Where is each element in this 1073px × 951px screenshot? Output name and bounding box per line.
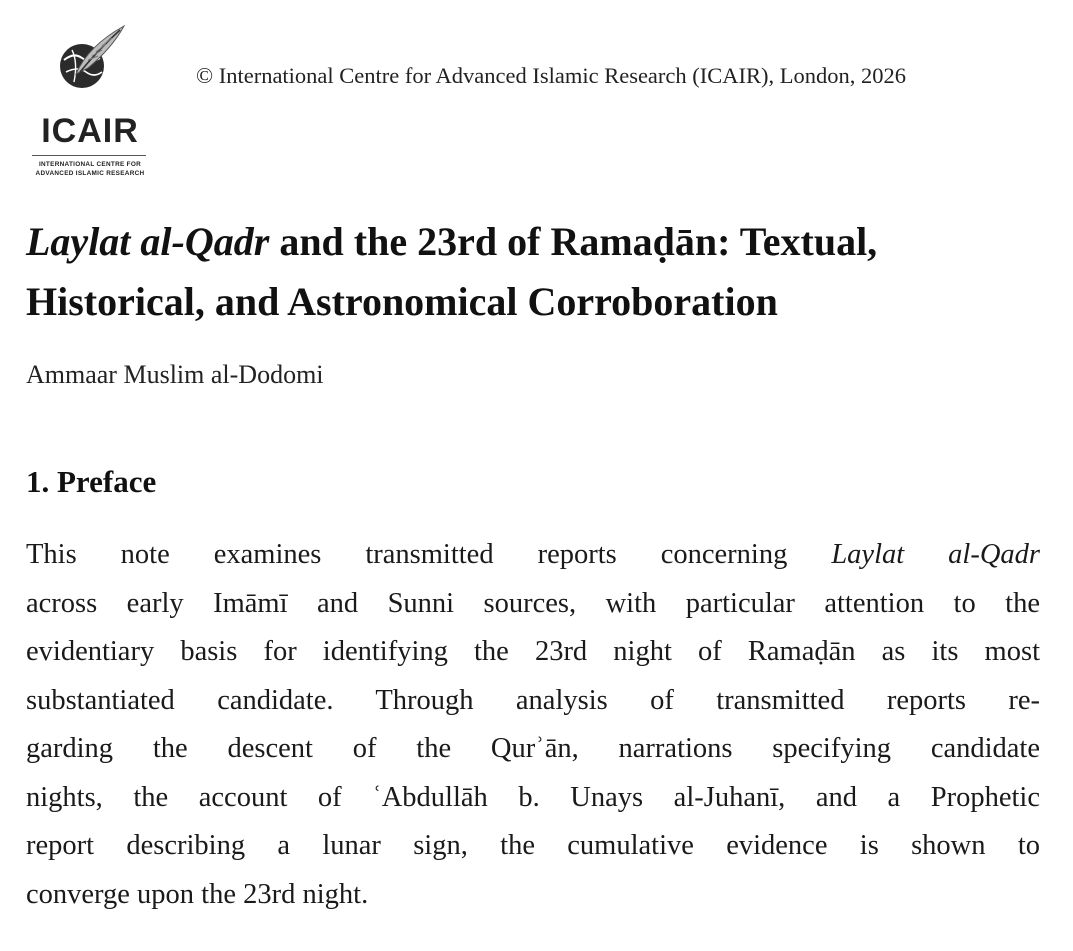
- paragraph-line: across early Imāmī and Sunni sources, with particular attention to the: [26, 587, 1040, 619]
- author-name: Ammaar Muslim al-Dodomi: [26, 360, 324, 389]
- paragraph-line: report describing a lunar sign, the cumulative evidence is shown to: [26, 830, 1040, 861]
- paragraph-line: garding the descent of the Qurʾān, narrations specifying candidate: [26, 733, 1040, 764]
- logo-subtitle: [8, 160, 172, 178]
- preface-paragraph: [26, 531, 1040, 919]
- icair-logo: [8, 22, 166, 177]
- paragraph-line: substantiated candidate. Through analysis of transmitted reports re-: [26, 684, 1040, 716]
- quill-globe-icon: [54, 22, 128, 92]
- paragraph-line: This note examines transmitted reports concerning Laylat al-Qadr: [26, 539, 1040, 570]
- logo-wordmark: ICAIR: [41, 112, 139, 150]
- paragraph-line: converge upon the 23rd night.: [26, 878, 369, 910]
- title-rest-line1: and the 23rd of Ramaḍān: Textual,: [269, 219, 878, 264]
- paragraph-line: nights, the account of ʿAbdullāh b. Unays al-Juhanī, and a Prophetic: [26, 781, 1040, 813]
- section-heading: 1. Preface: [26, 464, 157, 499]
- paragraph-line: evidentiary basis for identifying the 23rd night of Ramaḍān as its most: [26, 636, 1040, 667]
- title-italic: Laylat al-Qadr: [26, 219, 270, 264]
- article-title: [26, 212, 1056, 332]
- logo-subtitle-line2: ADVANCED ISLAMIC RESEARCH: [35, 170, 145, 177]
- title-line-1: [26, 219, 877, 264]
- copyright-notice: © International Centre for Advanced Islamic Research (ICAIR), London, 2026: [196, 63, 907, 88]
- logo-divider: [32, 155, 146, 156]
- title-line-2: Historical, and Astronomical Corroboration: [26, 279, 778, 324]
- logo-subtitle-line1: INTERNATIONAL CENTRE FOR: [38, 161, 142, 168]
